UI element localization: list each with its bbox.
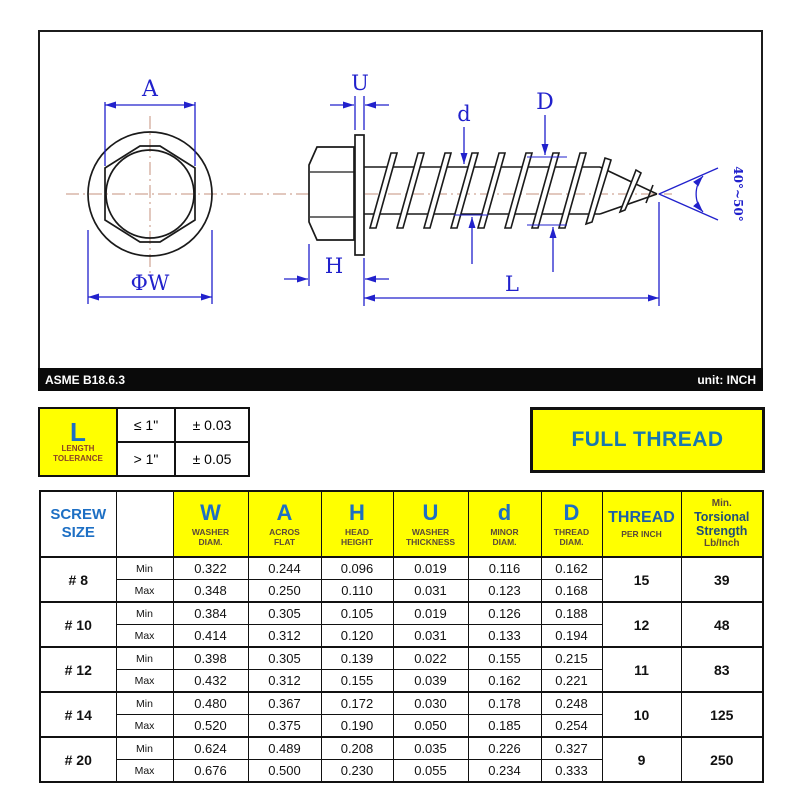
screw-size-value: # 14 <box>40 692 116 737</box>
washer-flange <box>355 135 364 255</box>
centerlines <box>66 116 672 274</box>
dim-value: 0.384 <box>173 602 248 625</box>
min-label: Min <box>116 602 173 625</box>
header-dim-W: W WASHER DIAM. <box>173 491 248 557</box>
dim-value: 0.398 <box>173 647 248 670</box>
screw-size-value: # 10 <box>40 602 116 647</box>
label-point-angle: 40°~50° <box>731 166 745 222</box>
dim-value: 0.194 <box>541 625 602 648</box>
dim-value: 0.230 <box>321 760 393 783</box>
dim-value: 0.432 <box>173 670 248 693</box>
screw-technical-drawing <box>38 30 763 370</box>
dim-value: 0.055 <box>393 760 468 783</box>
header-dim-H: H HEAD HEIGHT <box>321 491 393 557</box>
max-label: Max <box>116 715 173 738</box>
spec-row-10-min <box>40 602 763 625</box>
dim-value: 0.030 <box>393 692 468 715</box>
max-label: Max <box>116 670 173 693</box>
dim-value: 0.312 <box>248 670 321 693</box>
header-dim-d: d MINOR DIAM. <box>468 491 541 557</box>
label-minor-diameter: d <box>457 102 471 126</box>
standard-bar <box>38 368 763 391</box>
dim-value: 0.208 <box>321 737 393 760</box>
torsional-strength-value: 83 <box>681 647 763 692</box>
dim-value: 0.244 <box>248 557 321 580</box>
dim-value: 0.305 <box>248 647 321 670</box>
torsional-strength-value: 48 <box>681 602 763 647</box>
side-view-head <box>309 135 364 255</box>
dim-value: 0.162 <box>541 557 602 580</box>
dim-value: 0.414 <box>173 625 248 648</box>
tolerance-condition-1: ≤ 1" <box>117 408 175 442</box>
thread-per-inch-value: 11 <box>602 647 681 692</box>
spec-row-20-min <box>40 737 763 760</box>
spec-row-12-min <box>40 647 763 670</box>
label-head-height: H <box>324 254 344 278</box>
full-thread-label: FULL THREAD <box>571 428 724 451</box>
dim-value: 0.215 <box>541 647 602 670</box>
dim-value: 0.162 <box>468 670 541 693</box>
label-across-flats: A <box>142 77 158 102</box>
tolerance-condition-2: > 1" <box>117 442 175 476</box>
dim-value: 0.676 <box>173 760 248 783</box>
dim-value: 0.327 <box>541 737 602 760</box>
dim-value: 0.096 <box>321 557 393 580</box>
screw-drawing-svg <box>40 32 761 368</box>
tolerance-value-1: ± 0.03 <box>175 408 249 442</box>
dim-value: 0.139 <box>321 647 393 670</box>
dim-value: 0.133 <box>468 625 541 648</box>
label-washer-thickness: U <box>351 71 369 95</box>
max-label: Max <box>116 625 173 648</box>
screw-size-value: # 8 <box>40 557 116 602</box>
dim-value: 0.031 <box>393 625 468 648</box>
dim-value: 0.031 <box>393 580 468 603</box>
dim-value: 0.190 <box>321 715 393 738</box>
header-torsional-strength: Min. Torsional Strength Lb/Inch <box>681 491 763 557</box>
spec-row-8-min <box>40 557 763 580</box>
max-label: Max <box>116 760 173 783</box>
max-label: Max <box>116 580 173 603</box>
min-label: Min <box>116 692 173 715</box>
dim-value: 0.312 <box>248 625 321 648</box>
min-label: Min <box>116 647 173 670</box>
header-dim-U: U WASHER THICKNESS <box>393 491 468 557</box>
thread-per-inch-value: 15 <box>602 557 681 602</box>
dim-value: 0.234 <box>468 760 541 783</box>
header-dim-D: D THREAD DIAM. <box>541 491 602 557</box>
dim-value: 0.019 <box>393 557 468 580</box>
dim-value: 0.155 <box>321 670 393 693</box>
dim-value: 0.022 <box>393 647 468 670</box>
dim-value: 0.322 <box>173 557 248 580</box>
dim-value: 0.172 <box>321 692 393 715</box>
dim-value: 0.050 <box>393 715 468 738</box>
dim-value: 0.188 <box>541 602 602 625</box>
torsional-strength-value: 125 <box>681 692 763 737</box>
screw-spec-table <box>39 490 764 783</box>
spec-row-14-min <box>40 692 763 715</box>
screw-size-value: # 20 <box>40 737 116 782</box>
thread-per-inch-value: 9 <box>602 737 681 782</box>
header-dim-A: A ACROS FLAT <box>248 491 321 557</box>
unit-label: unit: INCH <box>697 372 756 387</box>
dim-value: 0.120 <box>321 625 393 648</box>
dim-value: 0.185 <box>468 715 541 738</box>
thread-per-inch-value: 12 <box>602 602 681 647</box>
dim-value: 0.035 <box>393 737 468 760</box>
dim-value: 0.348 <box>173 580 248 603</box>
full-thread-badge <box>530 407 765 473</box>
thread-per-inch-value: 10 <box>602 692 681 737</box>
tolerance-caption-line1: LENGTH <box>61 444 95 453</box>
dim-value: 0.039 <box>393 670 468 693</box>
dim-value: 0.155 <box>468 647 541 670</box>
label-washer-diameter: ΦW <box>130 271 170 295</box>
dim-value: 0.116 <box>468 557 541 580</box>
label-length: L <box>505 272 519 296</box>
dim-washer-thickness <box>330 96 389 130</box>
dim-value: 0.123 <box>468 580 541 603</box>
dim-value: 0.178 <box>468 692 541 715</box>
threaded-shank <box>364 153 657 228</box>
dim-value: 0.520 <box>173 715 248 738</box>
dim-value: 0.624 <box>173 737 248 760</box>
header-thread-per-inch: THREAD PER INCH <box>602 491 681 557</box>
dim-minor-diameter <box>454 127 488 264</box>
tolerance-value-2: ± 0.05 <box>175 442 249 476</box>
dim-value: 0.248 <box>541 692 602 715</box>
tolerance-caption-line2: TOLERANCE <box>53 454 103 463</box>
dim-value: 0.500 <box>248 760 321 783</box>
screw-size-value: # 12 <box>40 647 116 692</box>
dim-value: 0.480 <box>173 692 248 715</box>
tolerance-symbol: L <box>70 417 86 447</box>
length-tolerance-table <box>38 407 250 477</box>
dim-value: 0.226 <box>468 737 541 760</box>
dim-value: 0.305 <box>248 602 321 625</box>
dim-value: 0.250 <box>248 580 321 603</box>
dim-value: 0.019 <box>393 602 468 625</box>
label-thread-diameter: D <box>536 90 554 115</box>
dim-value: 0.110 <box>321 580 393 603</box>
tolerance-symbol-cell <box>39 408 117 476</box>
dim-value: 0.221 <box>541 670 602 693</box>
dim-value: 0.126 <box>468 602 541 625</box>
dim-value: 0.168 <box>541 580 602 603</box>
hex-head-profile <box>309 147 354 240</box>
dim-value: 0.105 <box>321 602 393 625</box>
dim-value: 0.489 <box>248 737 321 760</box>
min-label: Min <box>116 557 173 580</box>
dim-value: 0.375 <box>248 715 321 738</box>
torsional-strength-value: 39 <box>681 557 763 602</box>
min-label: Min <box>116 737 173 760</box>
dim-value: 0.254 <box>541 715 602 738</box>
torsional-strength-value: 250 <box>681 737 763 782</box>
header-blank <box>116 491 173 557</box>
header-screw-size: SCREW SIZE <box>40 491 116 557</box>
dim-value: 0.333 <box>541 760 602 783</box>
dim-value: 0.367 <box>248 692 321 715</box>
standard-code: ASME B18.6.3 <box>45 372 126 387</box>
